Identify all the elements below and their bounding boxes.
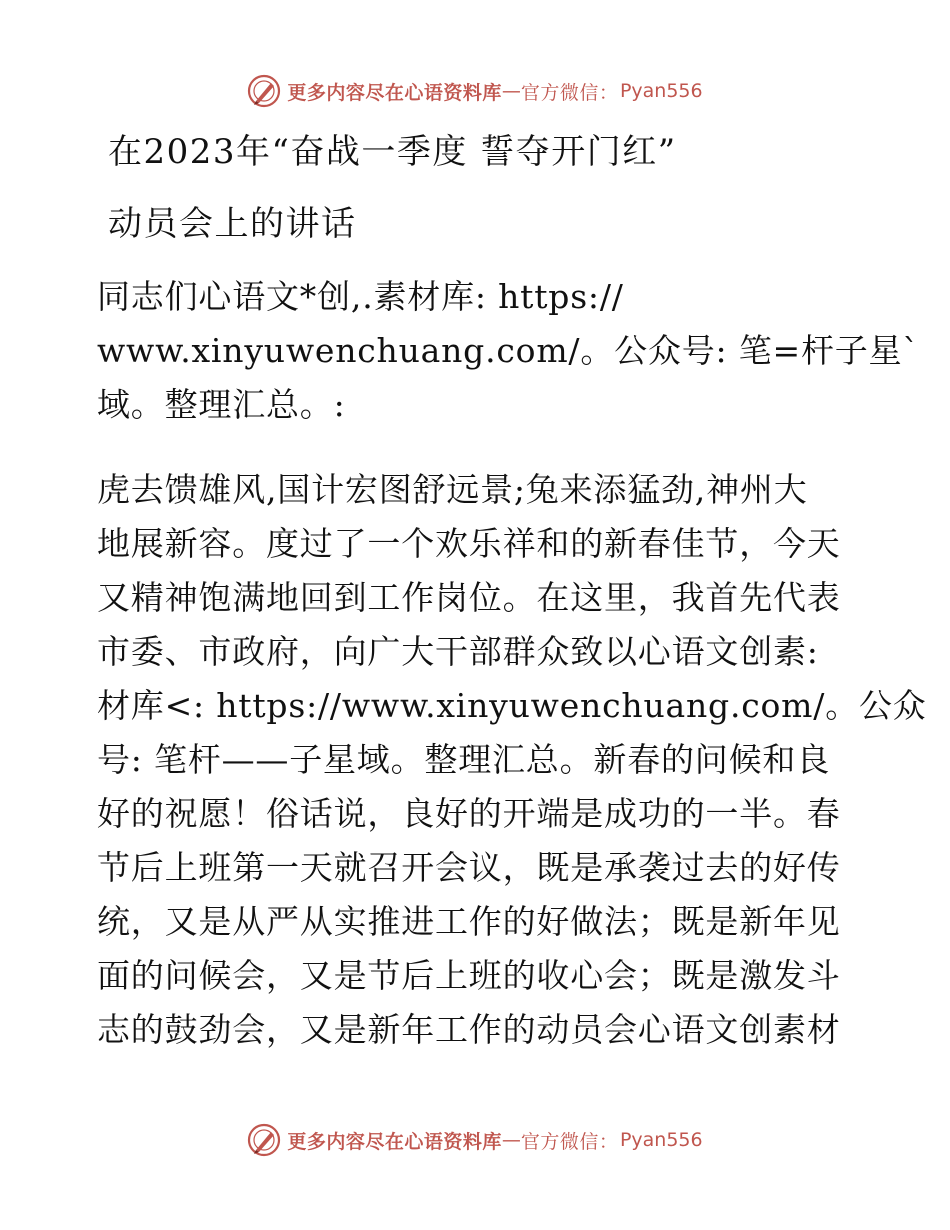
paragraph-body (97, 463, 927, 1057)
text-line: 号: 笔杆——子星域。整理汇总。新春的问候和良 (97, 740, 831, 779)
watermark-main-text: 更多内容尽在心语资料库 (287, 1130, 502, 1153)
text-line: 节后上班第一天就召开会议，既是承袭过去的好传 (97, 848, 841, 887)
pen-logo-icon (247, 74, 281, 108)
text-line: 统，又是从严从实推进工作的好做法；既是新年见 (97, 902, 841, 941)
watermark-colon: ： (598, 81, 618, 104)
header-watermark (0, 71, 950, 111)
watermark-main-text: 更多内容尽在心语资料库 (287, 81, 502, 104)
document-title-line-1: 在2023年“奋战一季度 誓夺开门红” (108, 132, 677, 172)
text-line: 面的问候会，又是节后上班的收心会；既是激发斗 (97, 956, 841, 995)
text-line: 域。整理汇总。: (97, 385, 346, 424)
watermark-wechat-id: Pyan556 (619, 1129, 703, 1151)
text-line: 虎去馈雄风,国计宏图舒远景;兔来添猛劲,神州大 (97, 470, 808, 509)
document-title-line-2: 动员会上的讲话 (108, 204, 357, 244)
text-line: 材库<: https://www.xinyuwenchuang.com/。公众 (97, 686, 927, 725)
footer-watermark (0, 1120, 950, 1160)
watermark-wechat-id: Pyan556 (619, 80, 703, 102)
paragraph-greeting (97, 270, 920, 432)
text-line: 又精神饱满地回到工作岗位。在这里，我首先代表 (97, 578, 841, 617)
watermark-official-label: 官方微信 (520, 81, 599, 104)
text-line: www.xinyuwenchuang.com/。公众号: 笔=杆子星` (97, 331, 920, 370)
text-line: 好的祝愿！俗话说，良好的开端是成功的一半。春 (97, 794, 841, 833)
watermark-colon: ： (598, 1130, 618, 1153)
text-line: 地展新容。度过了一个欢乐祥和的新春佳节，今天 (97, 524, 841, 563)
pen-logo-icon (247, 1123, 281, 1157)
watermark-dash: — (501, 80, 521, 102)
watermark-dash: — (501, 1129, 521, 1151)
text-line: 市委、市政府，向广大干部群众致以心语文创素: (97, 632, 819, 671)
text-line: 同志们心语文*创,.素材库: https:// (97, 277, 624, 316)
text-line: 志的鼓劲会，又是新年工作的动员会心语文创素材 (97, 1010, 841, 1049)
watermark-official-label: 官方微信 (520, 1130, 599, 1153)
